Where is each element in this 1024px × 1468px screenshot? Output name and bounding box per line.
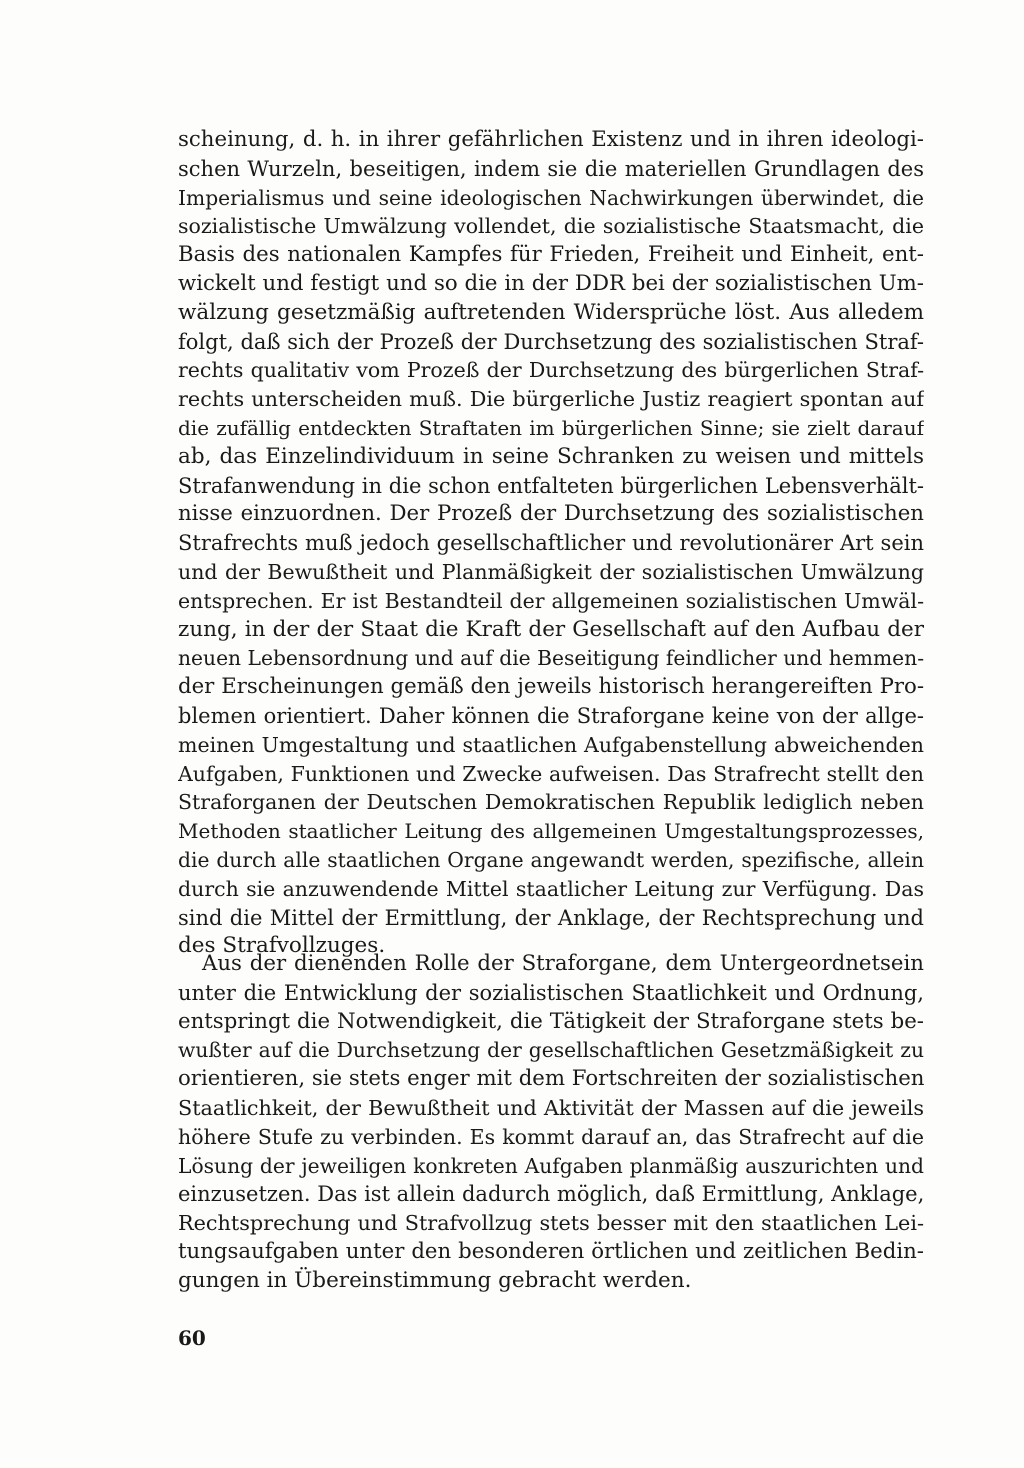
text-line: scheinung, d. h. in ihrer gefährlichen Existenz und in ihren ideologi-: [178, 127, 924, 152]
paragraph-2: [178, 950, 924, 1296]
text-line: die durch alle staatlichen Organe angewandt werden, spezifische, allein: [178, 847, 924, 872]
text-line: wälzung gesetzmäßig auftretenden Widersprüche löst. Aus alledem: [178, 299, 924, 325]
text-line: entspringt die Notwendigkeit, die Tätigkeit der Straforgane stets be-: [178, 1008, 924, 1034]
text-line: Methoden staatlicher Leitung des allgemeinen Umgestaltungsprozesses,: [178, 819, 924, 844]
text-line: wickelt und festigt und so die in der DDR bei der sozialistischen Um-: [178, 270, 924, 296]
text-line: neuen Lebensordnung und auf die Beseitigung feindlicher und hemmen-: [178, 646, 924, 671]
text-line: Basis des nationalen Kampfes für Frieden, Freiheit und Einheit, ent-: [178, 242, 924, 268]
text-line: Staatlichkeit, der Bewußtheit und Aktivität der Massen auf die jeweils: [178, 1095, 924, 1120]
text-line: Rechtsprechung und Strafvollzug stets besser mit den staatlichen Lei-: [178, 1211, 924, 1236]
text-line: rechts qualitativ vom Prozeß der Durchsetzung des bürgerlichen Straf-: [178, 358, 924, 383]
text-line: höhere Stufe zu verbinden. Es kommt darauf an, das Strafrecht auf die: [178, 1124, 924, 1149]
paragraph-1: [178, 126, 924, 961]
text-line: wußter auf die Durchsetzung der gesellschaftlichen Gesetzmäßigkeit zu: [178, 1038, 924, 1063]
text-line: Strafanwendung in die schon entfalteten bürgerlichen Lebensverhält-: [178, 473, 924, 498]
text-line: meinen Umgestaltung und staatlichen Aufgabenstellung abweichenden: [178, 732, 924, 757]
text-line: entsprechen. Er ist Bestandteil der allgemeinen sozialistischen Umwäl-: [178, 588, 924, 613]
text-line: Aufgaben, Funktionen und Zwecke aufweisen. Das Strafrecht stellt den: [178, 761, 924, 786]
text-line: nisse einzuordnen. Der Prozeß der Durchsetzung des sozialistischen: [178, 501, 924, 527]
text-line: tungsaufgaben unter den besonderen örtlichen und zeitlichen Bedin-: [178, 1238, 924, 1264]
text-line: blemen orientiert. Daher können die Straforgane keine von der allge-: [178, 703, 924, 728]
text-line: sind die Mittel der Ermittlung, der Anklage, der Rechtsprechung und: [178, 905, 924, 930]
text-line: rechts unterscheiden muß. Die bürgerliche Justiz reagiert spontan auf: [178, 387, 924, 412]
text-line: die zufällig entdeckten Straftaten im bürgerlichen Sinne; sie zielt darauf: [178, 415, 924, 440]
text-line: Imperialismus und seine ideologischen Nachwirkungen überwindet, die: [178, 185, 924, 210]
text-line: Straforganen der Deutschen Demokratischen Republik lediglich neben: [178, 790, 924, 815]
text-line: Aus der dienenden Rolle der Straforgane, dem Untergeordnetsein: [202, 951, 924, 976]
text-line: einzusetzen. Das ist allein dadurch möglich, daß Ermittlung, Anklage,: [178, 1182, 924, 1207]
text-line: Lösung der jeweiligen konkreten Aufgaben planmäßig auszurichten und: [178, 1153, 924, 1178]
text-line: ab, das Einzelindividuum in seine Schranken zu weisen und mittels: [178, 443, 924, 469]
text-line: der Erscheinungen gemäß den jeweils historisch herangereiften Pro-: [178, 674, 924, 700]
text-line: und der Bewußtheit und Planmäßigkeit der sozialistischen Umwälzung: [178, 559, 924, 584]
text-line: gungen in Übereinstimmung gebracht werden.: [178, 1267, 692, 1293]
text-line: folgt, daß sich der Prozeß der Durchsetzung des sozialistischen Straf-: [178, 329, 924, 354]
text-line: des Strafvollzuges.: [178, 933, 386, 959]
text-line: zung, in der der Staat die Kraft der Gesellschaft auf den Aufbau der: [178, 616, 924, 642]
text-line: durch sie anzuwendende Mittel staatlicher Leitung zur Verfügung. Das: [178, 876, 924, 901]
text-line: schen Wurzeln, beseitigen, indem sie die materiellen Grundlagen des: [178, 156, 924, 181]
text-line: unter die Entwicklung der sozialistischen Staatlichkeit und Ordnung,: [178, 980, 924, 1005]
page-number: 60: [178, 1326, 206, 1350]
text-line: Strafrechts muß jedoch gesellschaftlicher und revolutionärer Art sein: [178, 531, 924, 556]
text-line: orientieren, sie stets enger mit dem Fortschreiten der sozialistischen: [178, 1066, 924, 1092]
text-line: sozialistische Umwälzung vollendet, die sozialistische Staatsmacht, die: [178, 214, 924, 239]
